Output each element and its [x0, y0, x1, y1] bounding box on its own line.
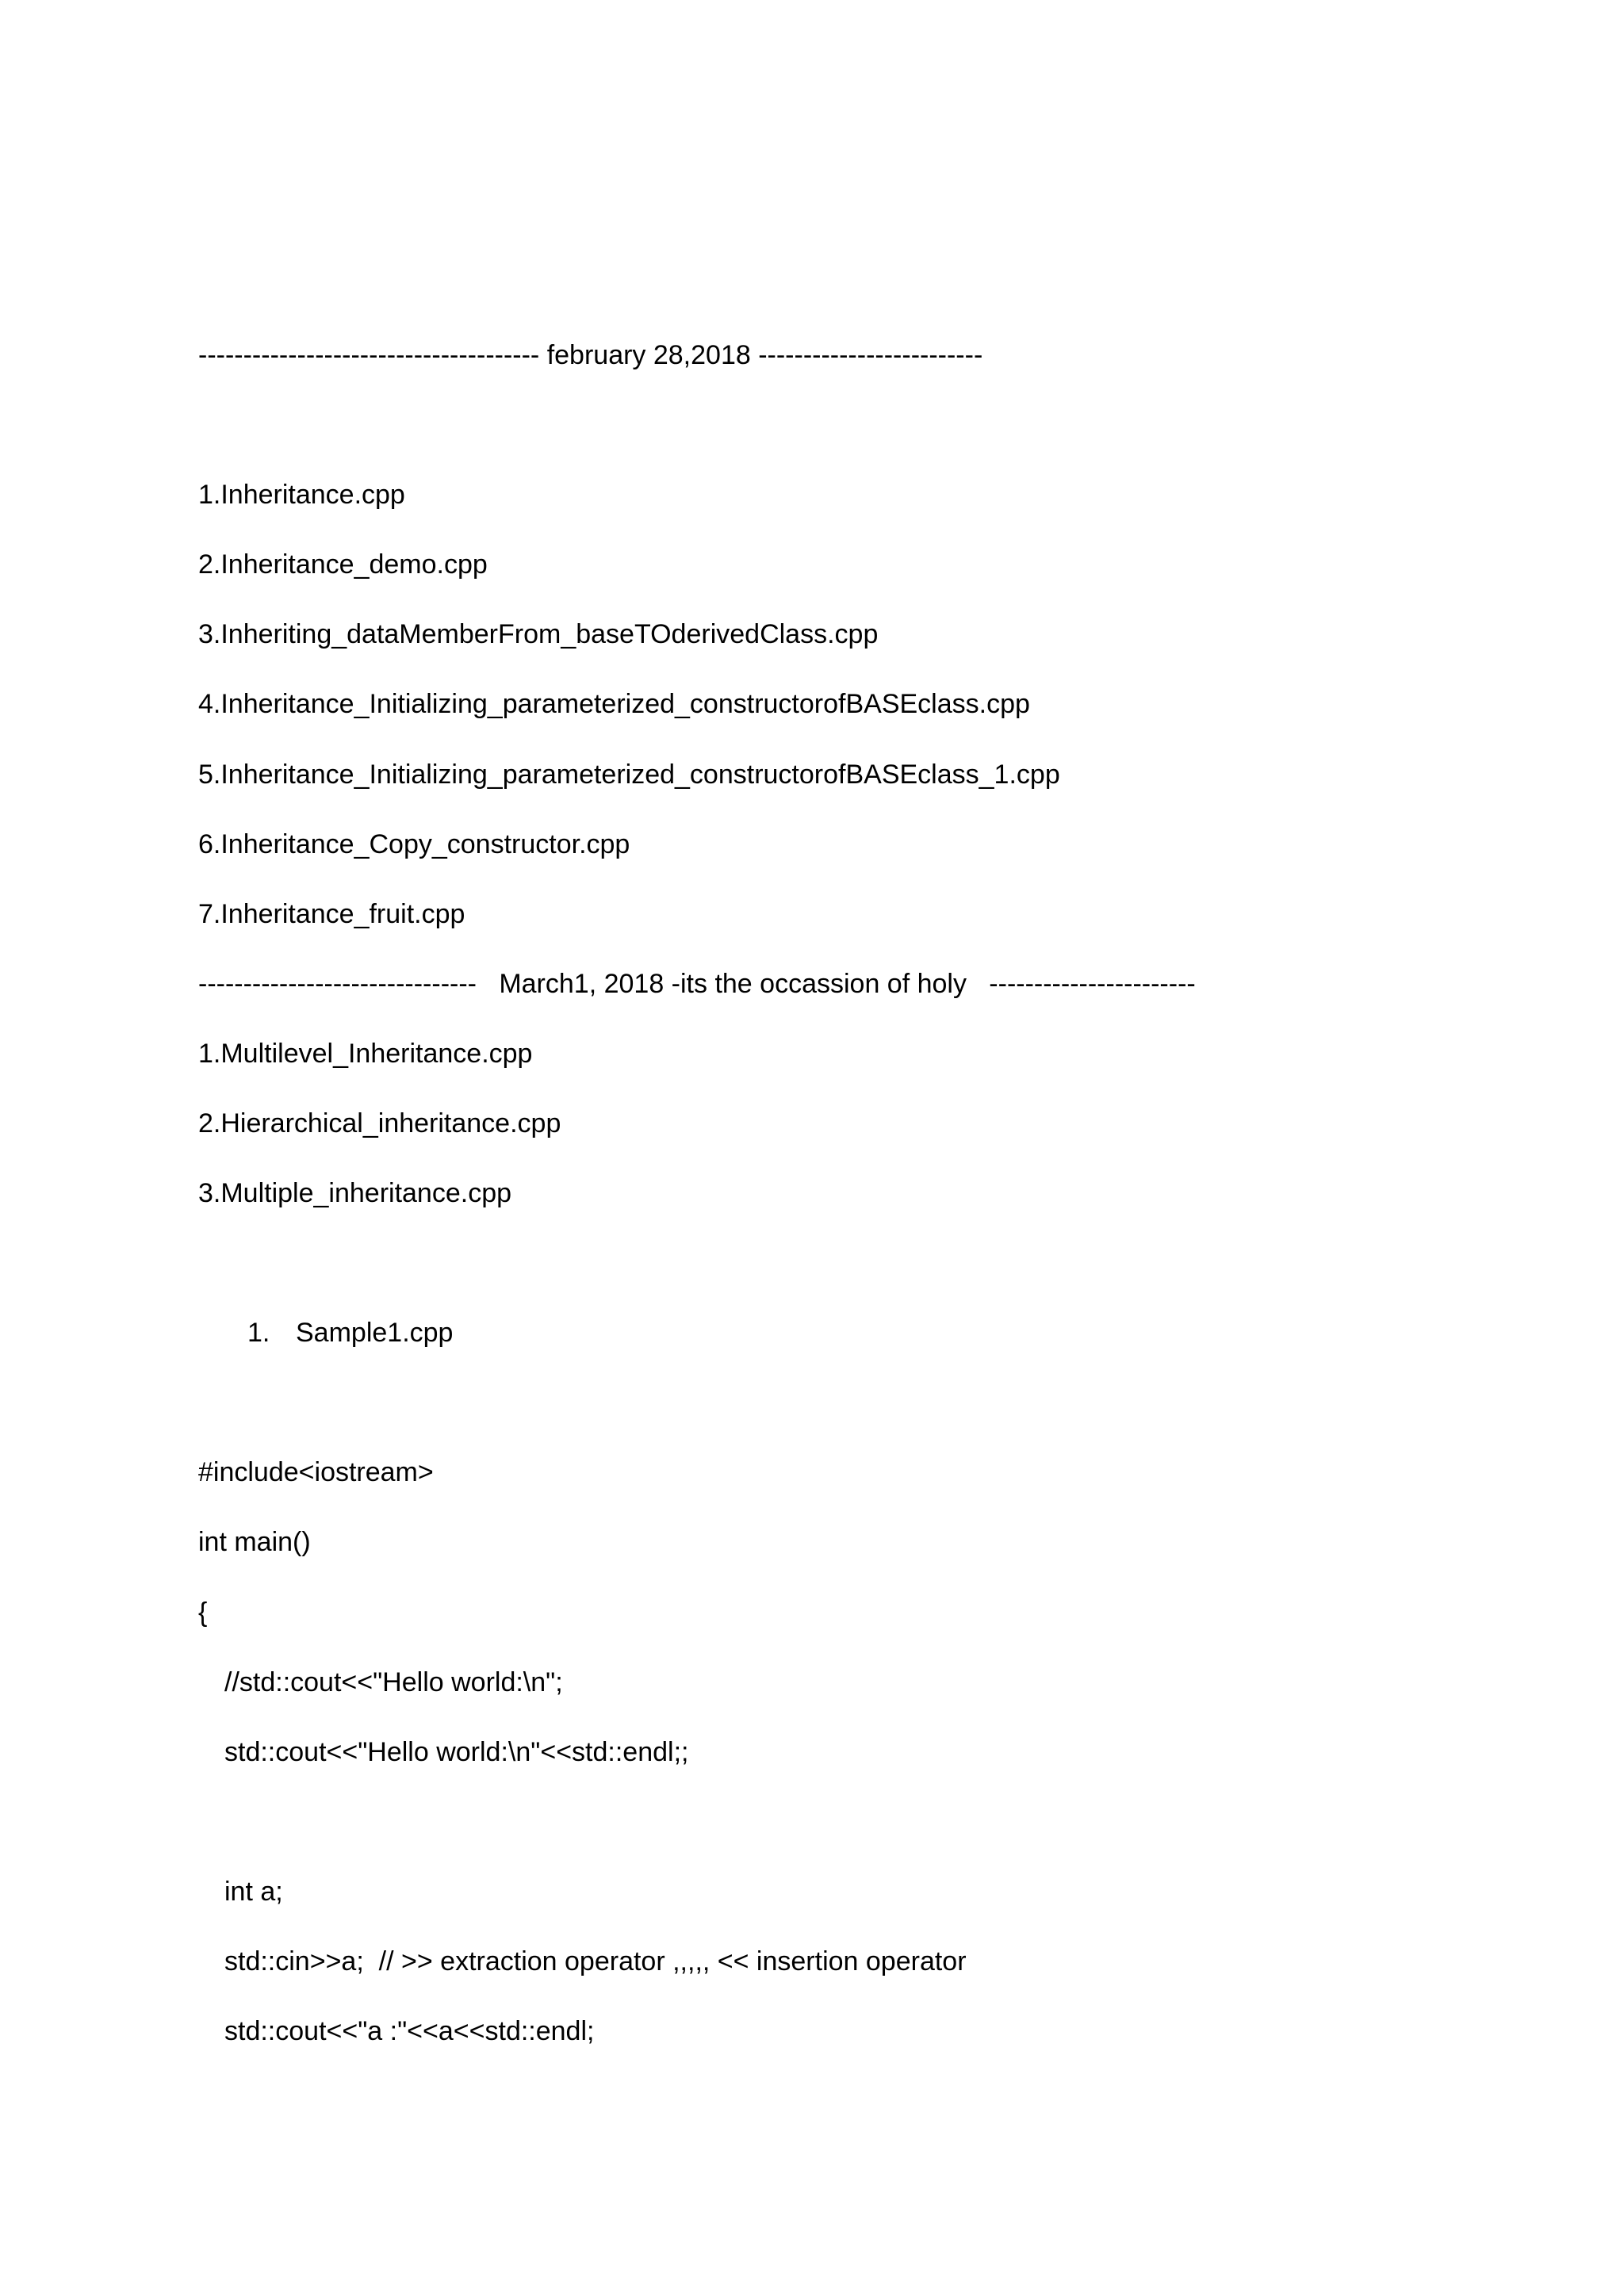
code-line: std::cout<<"a :"<<a<<std::endl;	[224, 2016, 595, 2046]
file-list-item: 6.Inheritance_Copy_constructor.cpp	[198, 829, 630, 859]
file-list-item: 5.Inheritance_Initializing_parameterized_constructorofBASEclass_1.cpp	[198, 760, 1060, 790]
date-separator-feb-28: -------------------------------------- february 28,2018 -------------------------	[198, 340, 983, 370]
date-separator-march-1: ------------------------------- March1, 2018 -its the occassion of holy -----------------------	[198, 969, 1196, 999]
file-list-item: 1.Inheritance.cpp	[198, 480, 405, 510]
code-line: #include<iostream>	[198, 1457, 434, 1487]
code-line: std::cin>>a; // >> extraction operator ,,,,, << insertion operator	[224, 1946, 967, 1976]
file-list-item: 4.Inheritance_Initializing_parameterized_constructorofBASEclass.cpp	[198, 689, 1030, 719]
code-line: std::cout<<"Hello world:\n"<<std::endl;;	[224, 1737, 689, 1767]
file-list-item: 2.Hierarchical_inheritance.cpp	[198, 1108, 561, 1138]
file-list-item: 3.Multiple_inheritance.cpp	[198, 1178, 512, 1208]
sample-list-number: 1.	[247, 1318, 270, 1348]
code-line: int main()	[198, 1527, 311, 1557]
code-line: {	[198, 1598, 208, 1628]
code-line: //std::cout<<"Hello world:\n";	[224, 1667, 563, 1697]
file-list-item: 3.Inheriting_dataMemberFrom_baseTOderivedClass.cpp	[198, 619, 879, 649]
file-list-item: 2.Inheritance_demo.cpp	[198, 549, 488, 580]
sample-file-name: Sample1.cpp	[296, 1318, 454, 1348]
code-line: int a;	[224, 1877, 283, 1907]
file-list-item: 1.Multilevel_Inheritance.cpp	[198, 1039, 533, 1069]
file-list-item: 7.Inheritance_fruit.cpp	[198, 899, 465, 929]
